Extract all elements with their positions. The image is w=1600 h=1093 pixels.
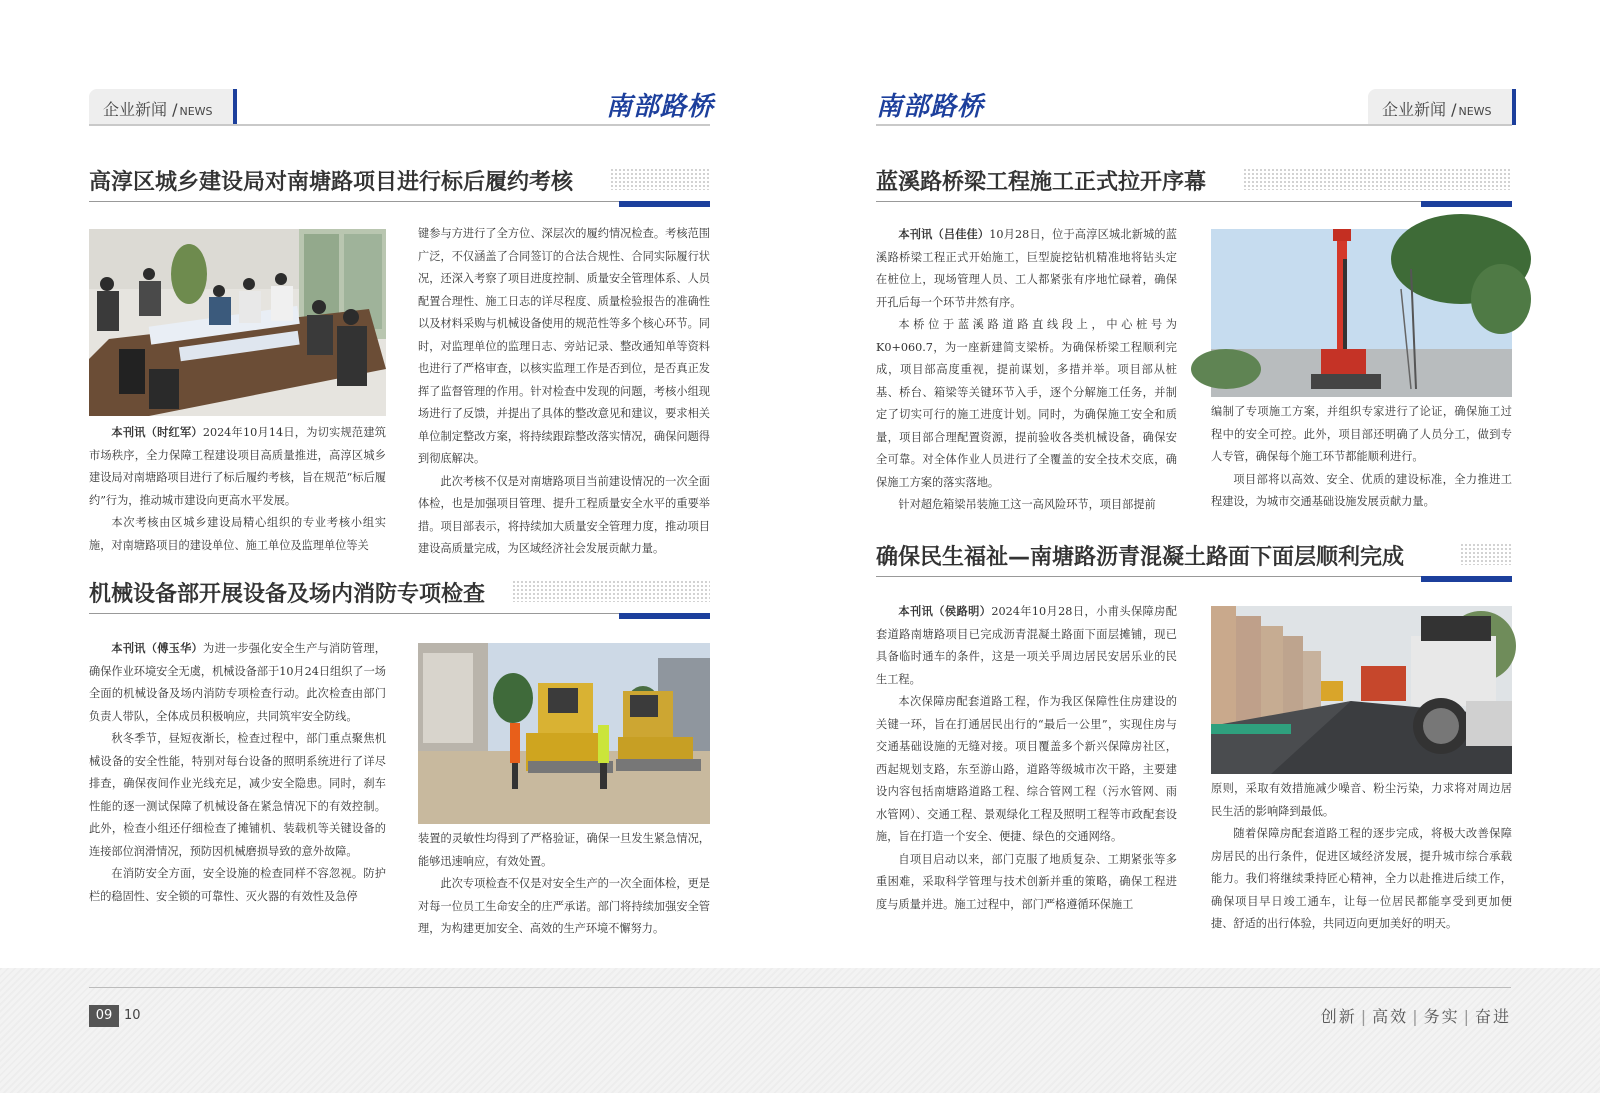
title-rule xyxy=(876,576,1512,577)
title-rule xyxy=(89,201,710,202)
article-title: 机械设备部开展设备及场内消防专项检查 xyxy=(89,582,486,607)
title-dot-pattern xyxy=(512,580,710,602)
paragraph: 此次专项检查不仅是对安全生产的一次全面体检，更是对每一位员工生命安全的庄严承诺。部门将持续加强安全管理，为构建更加安全、高效的生产环境不懈努力。 xyxy=(418,877,710,935)
section-tab-right xyxy=(1368,89,1516,125)
article-col xyxy=(89,421,386,556)
paragraph: 在消防安全方面，安全设施的检查同样不容忽视。防护栏的稳固性、安全锁的可靠性、灭火器的有效性及急停 xyxy=(89,867,386,903)
title-accent-bar xyxy=(619,201,710,207)
slogan-word: 务实 xyxy=(1423,1007,1460,1026)
article-col xyxy=(418,828,710,935)
footer-slogan: 创新 | 高效 | 务实 | 奋进 xyxy=(1320,1007,1511,1026)
paragraph: 本桥位于蓝溪路道路直线段上，中心桩号为K0+060.7，为一座新建简支梁桥。为确保桥梁工程顺利完成，项目部高度重视，提前谋划，多措并举。项目部从桩基、桥台、箱梁等关键环节入手，逐个分解施工任务，并制定了切实可行的施工进度计划。同时，为确保施工安全和质量，项目部合理配置资源，提前验收各类机械设备，确保安全可靠。对全体作业人员进行了全覆盖的安全技术交底，确保施工方案的落实落地。 xyxy=(876,318,1177,489)
slogan-word: 奋进 xyxy=(1474,1007,1511,1026)
section-tab-en: NEWS xyxy=(1458,105,1492,118)
paragraph: 自项目启动以来，部门克服了地质复杂、工期紧张等多重困难，采取科学管理与技术创新并重的策略，确保工程进度与质量并进。施工过程中，部门严格遵循环保施工 xyxy=(876,852,1177,911)
title-rule xyxy=(876,201,1512,202)
title-accent-bar xyxy=(1421,576,1512,582)
paragraph: 装置的灵敏性均得到了严格验证，确保一旦发生紧急情况，能够迅速响应，有效处置。 xyxy=(418,832,710,868)
title-dot-pattern xyxy=(1460,543,1512,565)
article-title: 高淳区城乡建设局对南塘路项目进行标后履约考核 xyxy=(89,170,574,195)
meeting-photo-icon xyxy=(89,229,386,416)
title-dot-pattern xyxy=(1243,168,1512,190)
section-tab-cn: 企业新闻 xyxy=(103,100,168,119)
page-number-left: 09 xyxy=(89,1005,119,1027)
paragraph: 本次考核由区城乡建设局精心组织的专业考核小组实施，对南塘路项目的建设单位、施工单位及监理单位等关 xyxy=(89,516,386,552)
paragraph: 此次考核不仅是对南塘路项目当前建设情况的一次全面体检，也是加强项目管理、提升工程质量安全水平的重要举措。项目部表示，将持续加大质量安全管理力度，推动项目建设高质量完成，为区域经济社会发展贡献力量。 xyxy=(418,474,710,555)
paragraph: 本刊讯（时红军）2024年10月14日，为切实规范建筑市场秩序，全力保障工程建设项目高质量推进，高淳区城乡建设局对南塘路项目进行了标后履约考核，旨在规范“标后履约”行为，推动城市建设向更高水平发展。 xyxy=(89,425,386,507)
header-rule-left xyxy=(89,124,710,126)
brand-logo-right: 南部路桥 xyxy=(876,92,985,122)
paragraph: 随着保障房配套道路工程的逐步完成，将极大改善保障房居民的出行条件，促进区域经济发展，提升城市综合承载能力。我们将继续秉持匠心精神，全力以赴推进后续工作，确保项目早日竣工通车，让每一位居民都能享受到更加便捷、舒适的出行体验，共同迈向更加美好的明天。 xyxy=(1211,827,1512,930)
section-tab-cn: 企业新闻 xyxy=(1382,100,1447,119)
paragraph: 编制了专项施工方案，并组织专家进行了论证，确保施工过程中的安全可控。此外，项目部还明确了人员分工，做到专人专管，确保每个施工环节都能顺利进行。 xyxy=(1211,405,1512,463)
article-col xyxy=(89,637,386,927)
page-number-right: 10 xyxy=(124,1008,141,1023)
section-tab-en: NEWS xyxy=(179,105,213,118)
section-tab-sep: / xyxy=(172,100,178,119)
article-col xyxy=(876,600,1177,940)
paragraph: 针对超危箱梁吊装施工这一高风险环节，项目部提前 xyxy=(898,498,1156,511)
paragraph: 原则，采取有效措施减少噪音、粉尘污染，力求将对周边居民生活的影响降到最低。 xyxy=(1211,782,1512,818)
paragraph: 键参与方进行了全方位、深层次的履约情况检查。考核范围广泛，不仅涵盖了合同签订的合法合规性、合同实际履行状况，还深入考察了项目进度控制、质量安全管理体系、人员配置合理性、施工日志的详尽程度、质量检验报告的准确性以及材料采购与机械设备使用的规范性等多个核心环节。同时，对监理单位的监理日志、旁站记录、整改通知单等资料也进行了严格审查，以核实监理工作是否到位，是否真正发挥了监督管理的作用。针对检查中发现的问题，考核小组现场进行了反馈，并提出了具体的整改意见和建议，要求相关单位制定整改方案，将持续跟踪整改落实情况，确保问题得到彻底解决。 xyxy=(418,227,710,465)
slogan-word: 高效 xyxy=(1372,1007,1409,1026)
paragraph: 本刊讯（侯路明）2024年10月28日，小甫头保障房配套道路南塘路项目已完成沥青混凝土路面下面层摊铺，现已具备临时通车的条件，这是一项关乎周边居民安居乐业的民生工程。 xyxy=(876,604,1177,686)
section-tab-sep: / xyxy=(1451,100,1457,119)
photo-meeting xyxy=(89,229,386,416)
article-col xyxy=(1211,401,1512,518)
paragraph: 本刊讯（傅玉华）为进一步强化安全生产与消防管理，确保作业环境安全无虞，机械设备部于10月24日组织了一场全面的机械设备及场内消防专项检查行动。此次检查由部门负责人带队，全体成员积极响应，共同筑牢安全防线。 xyxy=(89,641,386,723)
title-accent-bar xyxy=(619,613,710,619)
drill-rig-photo-icon xyxy=(1211,229,1512,397)
section-tab-left xyxy=(89,89,237,125)
paragraph: 项目部将以高效、安全、优质的建设标准，全力推进工程建设，为城市交通基础设施发展贡献力量。 xyxy=(1211,472,1512,508)
title-accent-bar xyxy=(1421,201,1512,207)
brand-logo-left: 南部路桥 xyxy=(606,92,715,122)
article-col xyxy=(418,223,710,556)
article-col xyxy=(876,223,1177,518)
slogan-word: 创新 xyxy=(1320,1007,1357,1026)
paragraph: 本刊讯（吕佳佳）10月28日，位于高淳区城北新城的蓝溪路桥梁工程正式开始施工，巨型旋挖钻机精准地将钻头定在桩位上，现场管理人员、工人都紧张有序地忙碌着，确保开孔后每一个环节井然有序。 xyxy=(876,227,1177,309)
header-rule-right xyxy=(876,124,1512,126)
paragraph: 本次保障房配套道路工程，作为我区保障性住房建设的关键一环，旨在打通居民出行的“最后一公里”，实现住房与交通基础设施的无缝对接。项目覆盖多个新兴保障房社区，西起规划支路，东至游山路，道路等级城市次干路，主要建设内容包括南塘路道路工程、综合管网工程（污水管网、雨水管网）、交通工程、景观绿化工程及照明工程等市政配套设施，旨在打造一个安全、便捷、绿色的交通网络。 xyxy=(876,695,1177,843)
photo-paving xyxy=(1211,606,1512,774)
paragraph: 秋冬季节，昼短夜渐长，检查过程中，部门重点聚焦机械设备的安全性能，特别对每台设备的照明系统进行了详尽排查，确保夜间作业光线充足，减少安全隐患。同时，刹车性能的逐一测试保障了机械设备在紧急情况下的有效控制。此外，检查小组还仔细检查了摊铺机、装载机等关键设备的连接部位润滑情况，预防因机械磨损导致的意外故障。 xyxy=(89,732,386,858)
photo-loaders xyxy=(418,643,710,824)
article-title: 确保民生福祉—南塘路沥青混凝土路面下面层顺利完成 xyxy=(876,545,1405,570)
title-rule xyxy=(89,613,710,614)
loader-photo-icon xyxy=(418,643,710,824)
title-dot-pattern xyxy=(610,168,710,190)
paving-photo-icon xyxy=(1211,606,1512,774)
photo-drill-rig xyxy=(1211,229,1512,397)
article-col xyxy=(1211,778,1512,940)
article-title: 蓝溪路桥梁工程施工正式拉开序幕 xyxy=(876,170,1207,195)
footer-rule xyxy=(89,987,1511,988)
